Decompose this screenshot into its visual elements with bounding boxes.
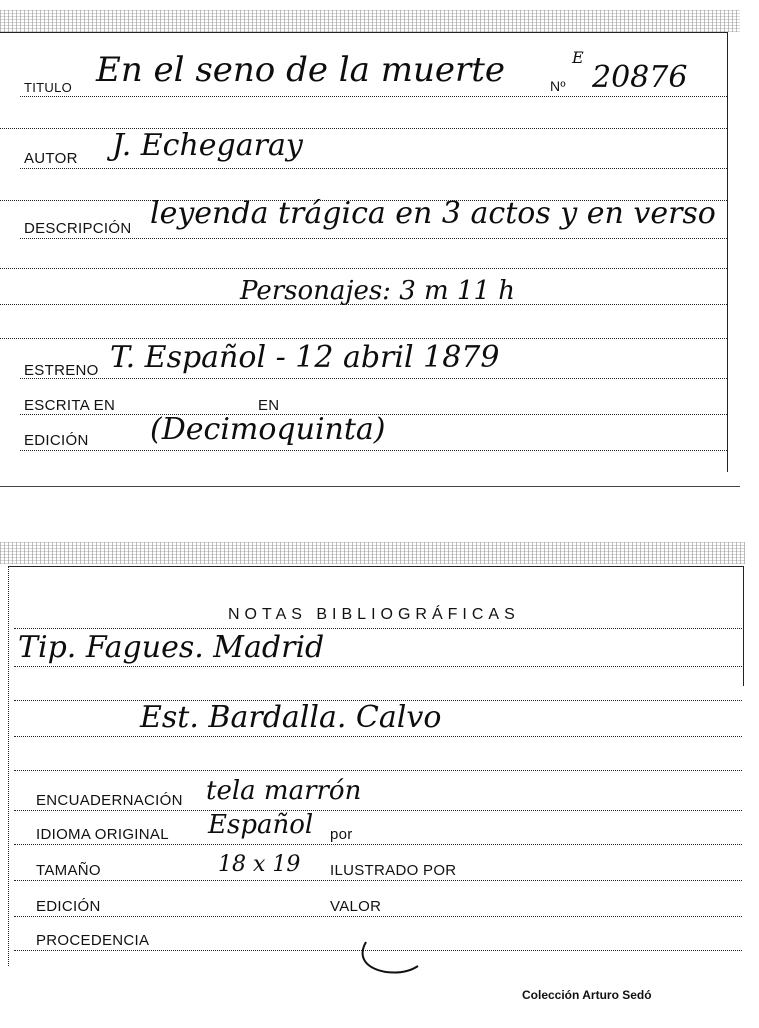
rule bbox=[0, 338, 727, 339]
tamano-label: TAMAÑO bbox=[36, 862, 101, 879]
rule bbox=[0, 128, 727, 129]
valor-label: VALOR bbox=[330, 898, 382, 915]
rule bbox=[14, 770, 742, 771]
estreno-value: T. Español - 12 abril 1879 bbox=[110, 340, 500, 375]
en-label: EN bbox=[258, 397, 280, 414]
rule-encuadernacion bbox=[14, 810, 742, 811]
card-right-border bbox=[727, 32, 728, 472]
procedencia-label: PROCEDENCIA bbox=[36, 932, 150, 949]
rule-autor bbox=[20, 168, 727, 169]
encuadernacion-label: ENCUADERNACIÓN bbox=[36, 792, 183, 809]
rule-estreno bbox=[20, 378, 727, 379]
por-label: por bbox=[330, 826, 353, 843]
autor-label: AUTOR bbox=[24, 150, 78, 167]
card-top-rule bbox=[8, 566, 743, 567]
tamano-value: 18 x 19 bbox=[218, 852, 301, 877]
rule-edicion bbox=[14, 916, 742, 917]
idioma-value: Español bbox=[208, 810, 314, 840]
encuadernacion-value: tela marrón bbox=[206, 776, 362, 806]
card-top-edge bbox=[0, 10, 740, 32]
titulo-value: En el seno de la muerte bbox=[96, 50, 506, 90]
card-right-border bbox=[743, 566, 744, 686]
escrita-label: ESCRITA EN bbox=[24, 397, 116, 414]
descripcion-label: DESCRIPCIÓN bbox=[24, 220, 132, 237]
note-line-2: Est. Bardalla. Calvo bbox=[140, 700, 442, 735]
rule-idioma bbox=[14, 844, 742, 845]
descripcion-value: leyenda trágica en 3 actos y en verso bbox=[150, 196, 716, 231]
rule bbox=[14, 736, 742, 737]
numero-prefix: E bbox=[572, 48, 584, 67]
edicion-label: EDICIÓN bbox=[36, 898, 101, 915]
rule-titulo bbox=[20, 96, 727, 97]
card-top-rule bbox=[0, 32, 727, 33]
edicion-value: (Decimoquinta) bbox=[150, 412, 386, 447]
autor-value: J. Echegaray bbox=[112, 128, 303, 163]
card-bottom-rule bbox=[0, 486, 740, 487]
rule bbox=[14, 666, 742, 667]
rule bbox=[14, 628, 742, 629]
numero-value: 20876 bbox=[592, 60, 688, 95]
rule-descripcion bbox=[20, 238, 727, 239]
catalog-card-back bbox=[0, 540, 745, 1028]
idioma-label: IDIOMA ORIGINAL bbox=[36, 826, 169, 843]
card-left-border bbox=[8, 566, 9, 966]
rule bbox=[0, 268, 727, 269]
notas-heading: NOTAS BIBLIOGRÁFICAS bbox=[228, 606, 520, 623]
rule-edicion bbox=[20, 450, 727, 451]
personajes-value: Personajes: 3 m 11 h bbox=[240, 276, 516, 306]
estreno-label: ESTRENO bbox=[24, 362, 99, 379]
ilustrado-label: ILUSTRADO POR bbox=[330, 862, 457, 879]
coleccion-stamp: Colección Arturo Sedó bbox=[522, 988, 652, 1002]
numero-label: Nº bbox=[550, 78, 566, 94]
edicion-label: EDICIÓN bbox=[24, 432, 89, 449]
rule-tamano bbox=[14, 880, 742, 881]
note-line-1: Tip. Fagues. Madrid bbox=[18, 630, 325, 665]
titulo-label: TITULO bbox=[24, 80, 73, 95]
card-top-edge bbox=[0, 542, 745, 564]
pencil-mark bbox=[356, 938, 426, 980]
catalog-card-front bbox=[0, 0, 740, 492]
